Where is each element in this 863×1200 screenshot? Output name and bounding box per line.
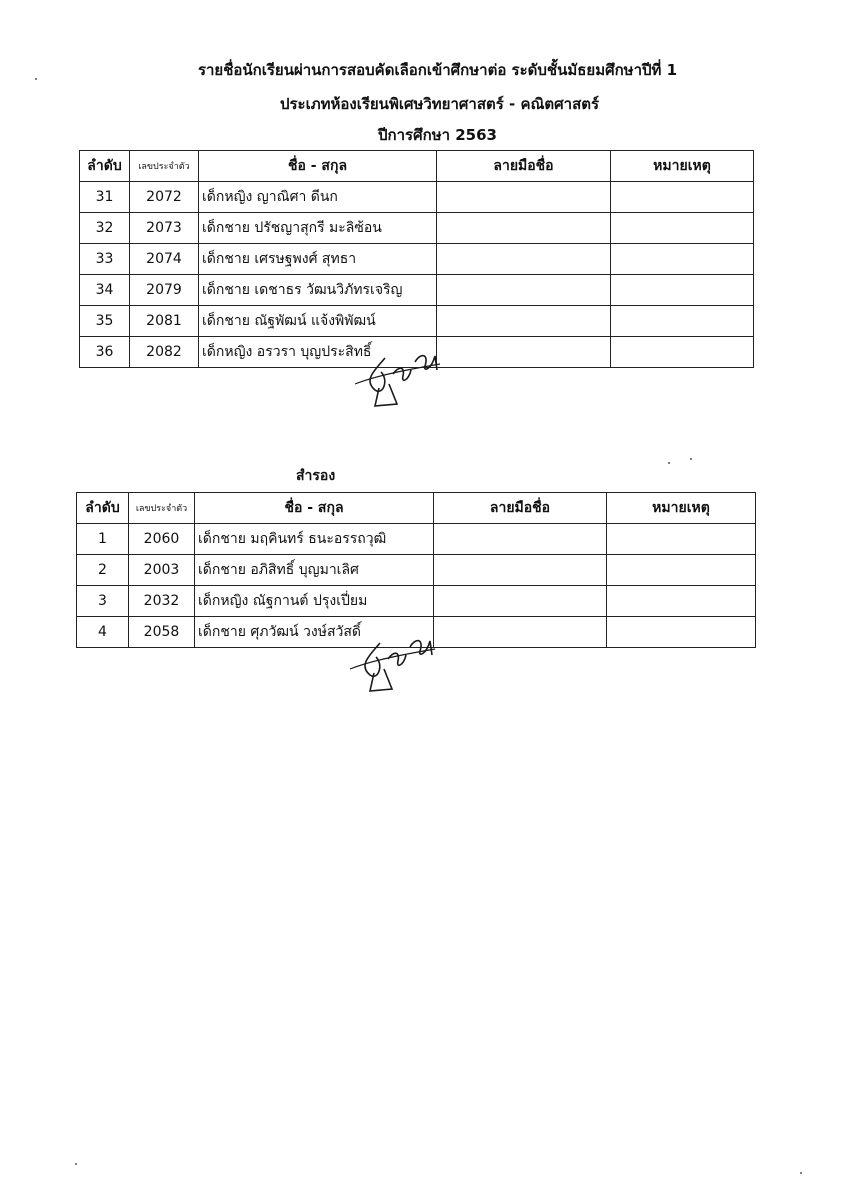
row-signature-cell	[434, 586, 607, 617]
row-remark-cell	[611, 182, 754, 213]
row-order: 31	[80, 182, 130, 213]
column-header-id: เลขประจำตัว	[129, 493, 195, 524]
row-remark-cell	[607, 617, 756, 648]
column-header-signature: ลายมือชื่อ	[437, 151, 611, 182]
row-name: เด็กชาย เศรษฐพงศ์ สุทธา	[199, 244, 437, 275]
row-remark-cell	[607, 524, 756, 555]
scan-speck	[75, 1163, 77, 1165]
row-id: 2082	[130, 337, 199, 368]
row-order: 34	[80, 275, 130, 306]
table-row	[80, 306, 754, 337]
row-remark-cell	[611, 275, 754, 306]
row-remark-cell	[607, 555, 756, 586]
column-header-name: ชื่อ - สกุล	[199, 151, 437, 182]
row-id: 2074	[130, 244, 199, 275]
table-row	[80, 182, 754, 213]
row-id: 2072	[130, 182, 199, 213]
column-header-remark: หมายเหตุ	[611, 151, 754, 182]
table-row	[80, 275, 754, 306]
row-name: เด็กชาย อภิสิทธิ์ บุญมาเลิศ	[195, 555, 434, 586]
reserve-section-label: สำรอง	[296, 468, 336, 484]
academic-year: ปีการศึกษา 2563	[378, 126, 497, 144]
row-signature-cell	[437, 337, 611, 368]
row-name: เด็กชาย ศุภวัฒน์ วงษ์สวัสดิ์	[195, 617, 434, 648]
row-remark-cell	[611, 306, 754, 337]
scan-speck	[668, 462, 670, 464]
document-subtitle: ประเภทห้องเรียนพิเศษวิทยาศาสตร์ - คณิตศาสตร์	[279, 95, 600, 113]
row-signature-cell	[437, 213, 611, 244]
row-order: 2	[77, 555, 129, 586]
row-order: 35	[80, 306, 130, 337]
handwritten-signature	[340, 625, 445, 697]
row-signature-cell	[437, 275, 611, 306]
row-order: 33	[80, 244, 130, 275]
row-signature-cell	[437, 182, 611, 213]
table-row	[80, 244, 754, 275]
row-signature-cell	[437, 306, 611, 337]
row-signature-cell	[437, 244, 611, 275]
row-remark-cell	[611, 244, 754, 275]
column-header-order: ลำดับ	[80, 151, 130, 182]
column-header-remark: หมายเหตุ	[607, 493, 756, 524]
row-id: 2060	[129, 524, 195, 555]
document-title: รายชื่อนักเรียนผ่านการสอบคัดเลือกเข้าศึกษาต่อ ระดับชั้นมัธยมศึกษาปีที่ 1	[197, 61, 678, 79]
table-row	[77, 555, 756, 586]
row-order: 1	[77, 524, 129, 555]
row-name: เด็กชาย เดชาธร วัฒนวิภัทรเจริญ	[199, 275, 437, 306]
table-header-row	[77, 493, 756, 524]
scan-speck	[35, 78, 37, 80]
row-name: เด็กชาย มฤคินทร์ ธนะอรรถวุฒิ	[195, 524, 434, 555]
row-signature-cell	[434, 617, 607, 648]
row-order: 36	[80, 337, 130, 368]
column-header-id: เลขประจำตัว	[130, 151, 199, 182]
table-row	[80, 213, 754, 244]
row-name: เด็กชาย ปรัชญาสุกรี มะลิซ้อน	[199, 213, 437, 244]
row-id: 2081	[130, 306, 199, 337]
table-row	[77, 524, 756, 555]
table-row	[77, 586, 756, 617]
table-header-row	[80, 151, 754, 182]
row-name: เด็กหญิง อรวรา บุญประสิทธิ์	[199, 337, 437, 368]
main-student-table	[79, 150, 754, 368]
row-order: 3	[77, 586, 129, 617]
column-header-name: ชื่อ - สกุล	[195, 493, 434, 524]
row-id: 2073	[130, 213, 199, 244]
column-header-order: ลำดับ	[77, 493, 129, 524]
scan-speck	[690, 458, 692, 460]
row-order: 4	[77, 617, 129, 648]
row-remark-cell	[607, 586, 756, 617]
row-name: เด็กหญิง ญาณิศา ดีนก	[199, 182, 437, 213]
row-name: เด็กหญิง ณัฐกานต์ ปรุงเปี่ยม	[195, 586, 434, 617]
row-name: เด็กชาย ณัฐพัฒน์ แจ้งพิพัฒน์	[199, 306, 437, 337]
row-remark-cell	[611, 337, 754, 368]
row-id: 2003	[129, 555, 195, 586]
column-header-signature: ลายมือชื่อ	[434, 493, 607, 524]
scan-speck	[800, 1172, 802, 1174]
row-id: 2079	[130, 275, 199, 306]
row-remark-cell	[611, 213, 754, 244]
row-signature-cell	[434, 555, 607, 586]
handwritten-signature	[345, 340, 450, 412]
row-order: 32	[80, 213, 130, 244]
row-signature-cell	[434, 524, 607, 555]
row-id: 2032	[129, 586, 195, 617]
row-id: 2058	[129, 617, 195, 648]
